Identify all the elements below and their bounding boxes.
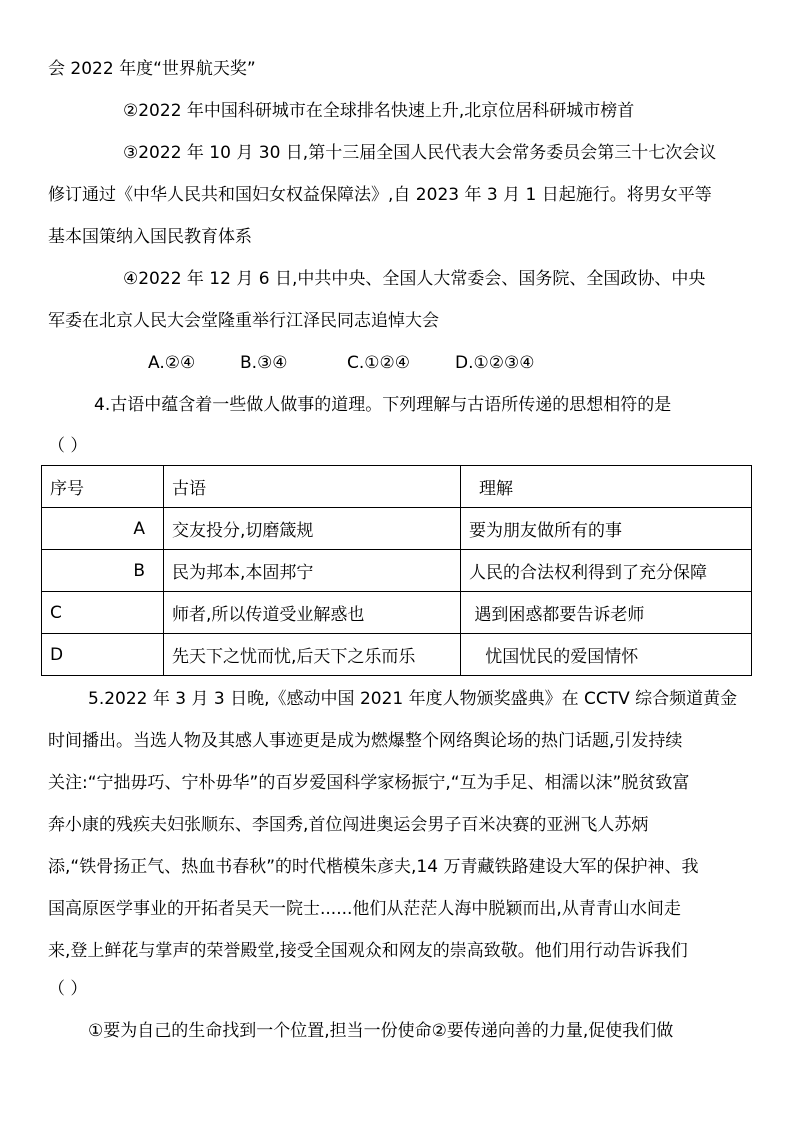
question-5-statement-line: ①要为自己的生命找到一个位置,担当一份使命②要传递向善的力量,促使我们做 <box>88 1021 674 1041</box>
table-cell: B <box>42 550 164 592</box>
option-a: A.②④ <box>148 353 196 373</box>
table-row <box>42 634 752 676</box>
statement-3-line-2: 修订通过《中华人民共和国妇女权益保障法》,自 2023 年 3 月 1 日起施行。将男女平等 <box>48 185 712 205</box>
question-5-line-2: 时间播出。当选人物及其感人事迹更是成为燃爆整个网络舆论场的热门话题,引发持续 <box>48 731 683 751</box>
table-cell: 忧国忧民的爱国情怀 <box>461 634 752 676</box>
statement-3-line-3: 基本国策纳入国民教育体系 <box>48 227 252 247</box>
table-cell: 先天下之忧而忧,后天下之乐而乐 <box>164 634 461 676</box>
table-cell: C <box>42 592 164 634</box>
text-line: 会 2022 年度“世界航天奖” <box>48 59 256 79</box>
answer-parenthesis: （ ） <box>48 979 88 999</box>
table-cell: 要为朋友做所有的事 <box>461 508 752 550</box>
statement-4-line-1: ④2022 年 12 月 6 日,中共中央、全国人大常委会、国务院、全国政协、中央 <box>123 269 706 289</box>
table-row <box>42 550 752 592</box>
question-5-line-4: 奔小康的残疾夫妇张顺东、李国秀,首位闯进奥运会男子百米决赛的亚洲飞人苏炳 <box>48 815 649 835</box>
table-cell: D <box>42 634 164 676</box>
option-b: B.③④ <box>240 353 288 373</box>
statement-3-line-1: ③2022 年 10 月 30 日,第十三届全国人民代表大会常务委员会第三十七次会议 <box>123 143 717 163</box>
table-cell: 人民的合法权利得到了充分保障 <box>461 550 752 592</box>
header-cell: 序号 <box>42 466 164 508</box>
question-4-stem: 4.古语中蕴含着一些做人做事的道理。下列理解与古语所传递的思想相符的是 <box>94 395 672 415</box>
option-c: C.①②④ <box>347 353 410 373</box>
question-5-line-1: 5.2022 年 3 月 3 日晚,《感动中国 2021 年度人物颁奖盛典》在 CCTV 综合频道黄金 <box>88 689 738 709</box>
table-cell: A <box>42 508 164 550</box>
question-5-line-5: 添,“铁骨扬正气、热血书春秋”的时代楷模朱彦夫,14 万青藏铁路建设大军的保护神、我 <box>48 857 699 877</box>
answer-parenthesis: （ ） <box>48 436 88 456</box>
question-5-line-6: 国高原医学事业的开拓者吴天一院士......他们从茫茫人海中脱颖而出,从青青山水间走 <box>48 899 681 919</box>
table-cell: 民为邦本,本固邦宁 <box>164 550 461 592</box>
table-cell: 师者,所以传道受业解惑也 <box>164 592 461 634</box>
header-cell: 理解 <box>461 466 752 508</box>
table-cell: 遇到困惑都要告诉老师 <box>461 592 752 634</box>
proverb-table <box>41 465 752 676</box>
table-cell: 交友投分,切磨箴规 <box>164 508 461 550</box>
header-cell: 古语 <box>164 466 461 508</box>
table-row <box>42 508 752 550</box>
question-5-line-3: 关注:“宁拙毋巧、宁朴毋华”的百岁爱国科学家杨振宁,“互为手足、相濡以沫”脱贫致富 <box>48 773 690 793</box>
table-row <box>42 592 752 634</box>
question-5-line-7: 来,登上鲜花与掌声的荣誉殿堂,接受全国观众和网友的崇高致敬。他们用行动告诉我们 <box>48 941 688 961</box>
statement-2: ②2022 年中国科研城市在全球排名快速上升,北京位居科研城市榜首 <box>123 101 635 121</box>
table-header-row <box>42 466 752 508</box>
statement-4-line-2: 军委在北京人民大会堂隆重举行江泽民同志追悼大会 <box>48 311 439 331</box>
option-d: D.①②③④ <box>455 353 535 373</box>
